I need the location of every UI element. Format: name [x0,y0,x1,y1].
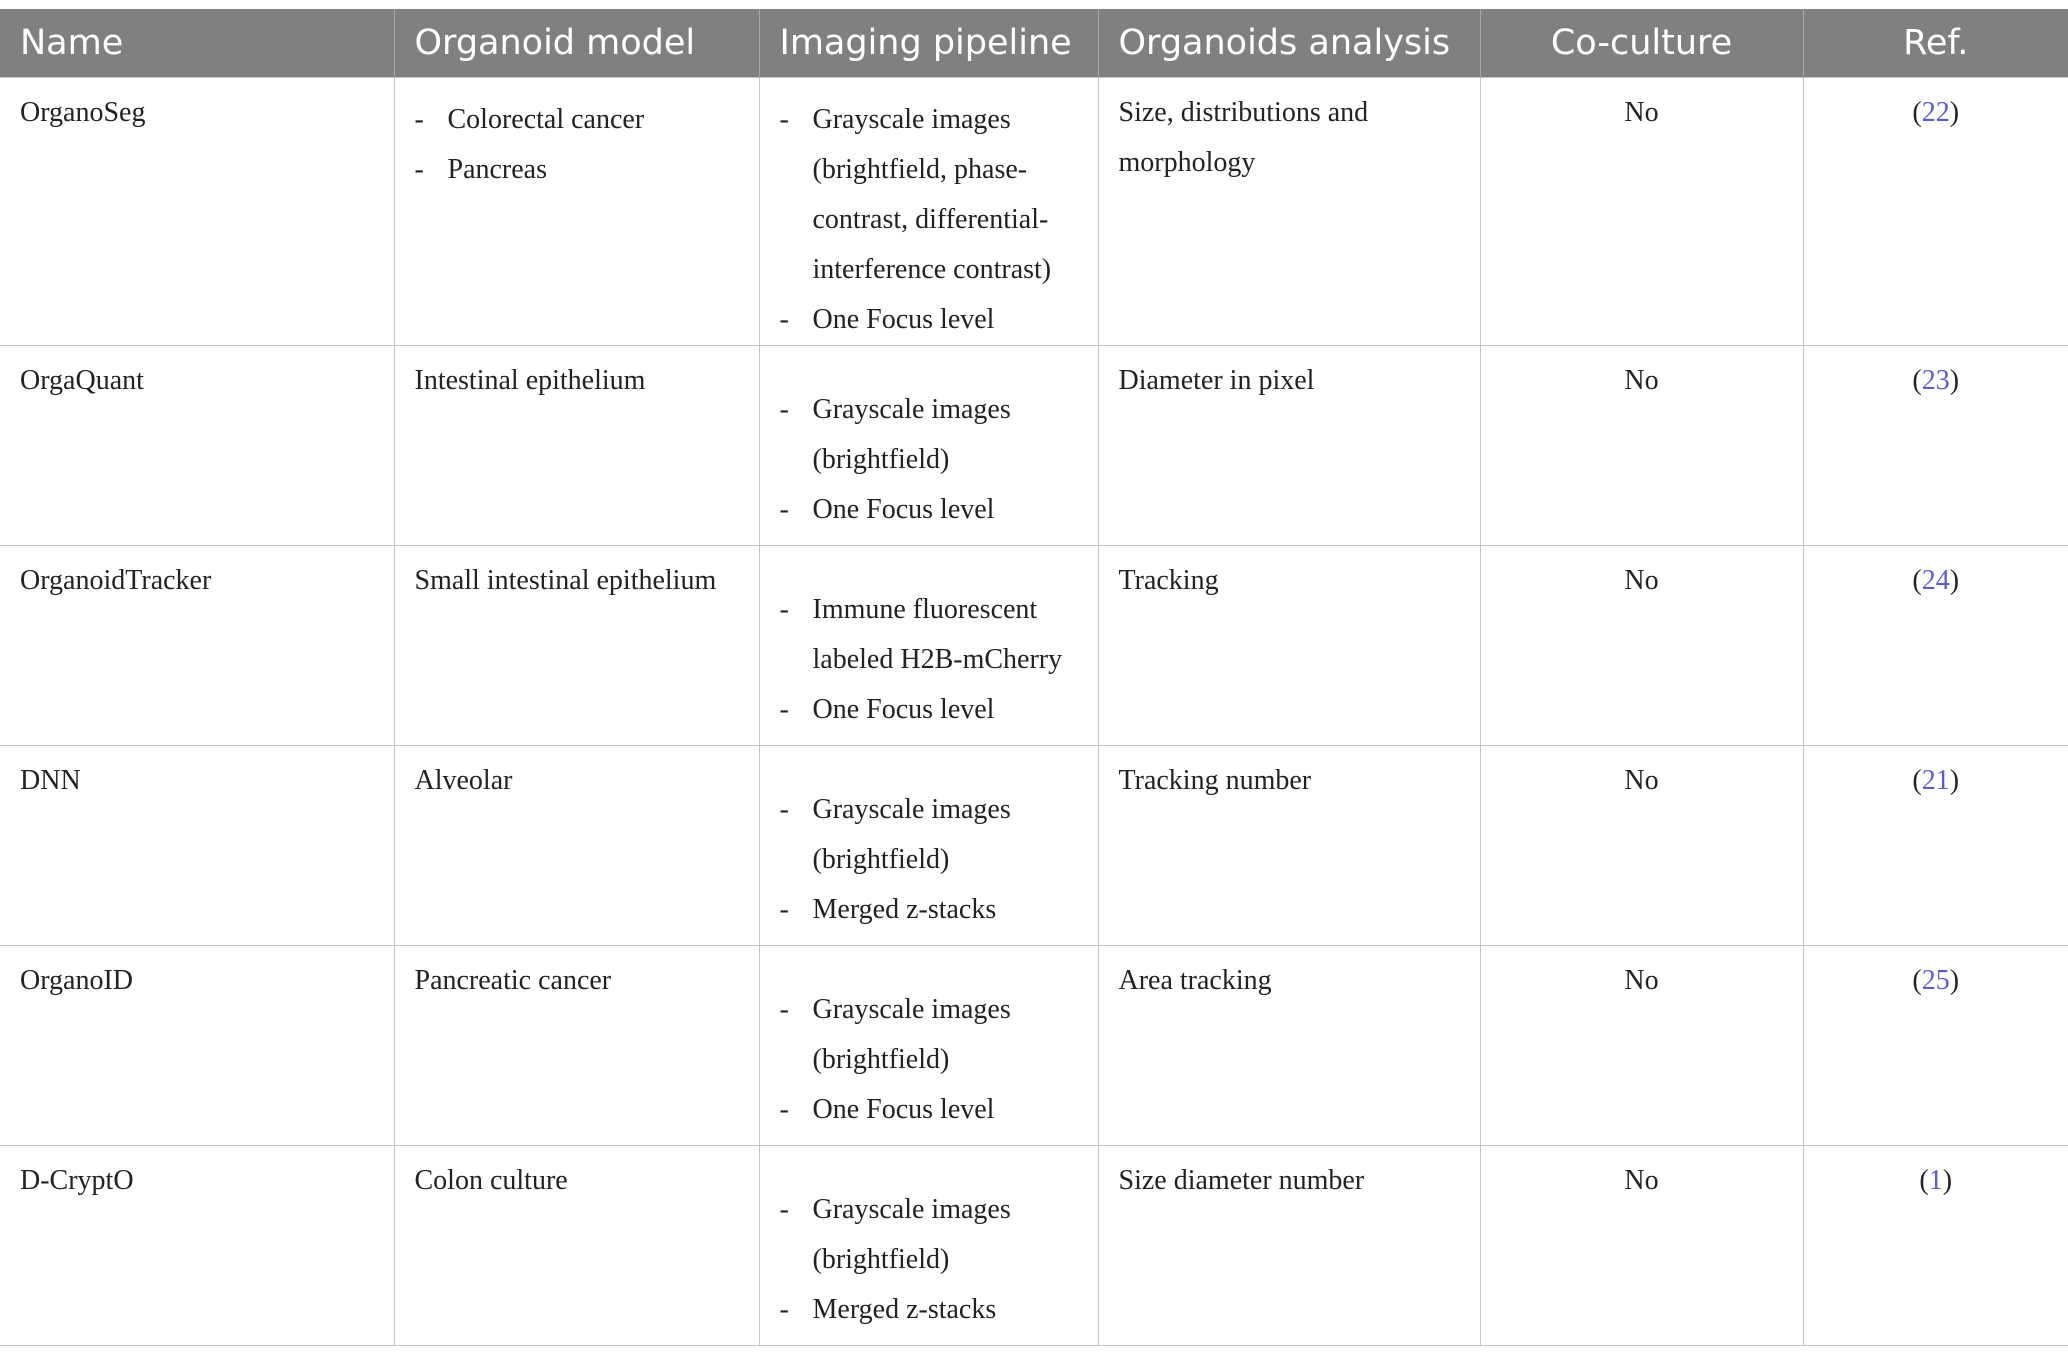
header-organoids-analysis: Organoids analysis [1098,9,1480,77]
cell-pipeline [759,1145,1098,1345]
cell-model: Pancreatic cancer [394,945,759,1145]
cell-name: OrganoID [0,945,394,1145]
cell-model: Intestinal epithelium [394,345,759,545]
ref-citation: (22) [1912,96,1960,128]
cell-co-culture: No [1480,345,1803,545]
cell-analysis: Tracking [1098,545,1480,745]
cell-name: OrgaQuant [0,345,394,545]
cell-co-culture: No [1480,1145,1803,1345]
cell-pipeline [759,945,1098,1145]
pipeline-item: - Grayscale images (brightfield) [780,985,1078,1085]
model-item: - Colorectal cancer [415,95,739,145]
ref-link[interactable]: 24 [1921,564,1950,596]
ref-link[interactable]: 1 [1928,1164,1943,1196]
cell-ref [1803,77,2068,345]
cell-pipeline [759,745,1098,945]
table-row [0,345,2068,545]
cell-name: OrganoSeg [0,77,394,345]
cell-ref [1803,745,2068,945]
organoid-tools-table [0,9,2068,1346]
cell-model: Small intestinal epithelium [394,545,759,745]
cell-name: OrganoidTracker [0,545,394,745]
cell-co-culture: No [1480,745,1803,945]
cell-analysis: Tracking number [1098,745,1480,945]
ref-citation: (24) [1912,564,1960,596]
pipeline-item: - Grayscale images (brightfield) [780,785,1078,885]
ref-citation: (21) [1912,764,1960,796]
pipeline-item: - Merged z-stacks [780,885,1078,935]
cell-analysis: Size diameter number [1098,1145,1480,1345]
model-list [415,95,739,195]
model-item: - Pancreas [415,145,739,195]
header-row [0,9,2068,77]
pipeline-item: - One Focus level [780,1085,1078,1135]
table-row [0,545,2068,745]
header-co-culture: Co-culture [1480,9,1803,77]
cell-ref [1803,345,2068,545]
cell-ref [1803,945,2068,1145]
cell-pipeline [759,345,1098,545]
ref-link[interactable]: 25 [1921,964,1950,996]
cell-analysis: Diameter in pixel [1098,345,1480,545]
header-name: Name [0,9,394,77]
cell-co-culture: No [1480,545,1803,745]
pipeline-item: - Grayscale images (brightfield, phase-contrast, differential-interference contrast) [780,95,1078,295]
header-organoid-model: Organoid model [394,9,759,77]
pipeline-item: - One Focus level [780,295,1078,345]
cell-model [394,77,759,345]
cell-co-culture: No [1480,945,1803,1145]
pipeline-list [780,385,1078,535]
cell-analysis: Area tracking [1098,945,1480,1145]
ref-link[interactable]: 23 [1921,364,1950,396]
cell-ref [1803,1145,2068,1345]
pipeline-list [780,585,1078,735]
pipeline-item: - Immune fluorescent labeled H2B-mCherry [780,585,1078,685]
ref-link[interactable]: 22 [1921,96,1950,128]
table-row [0,945,2068,1145]
cell-pipeline [759,545,1098,745]
table-row [0,77,2068,345]
cell-pipeline [759,77,1098,345]
cell-model: Alveolar [394,745,759,945]
pipeline-list [780,1185,1078,1335]
cell-co-culture: No [1480,77,1803,345]
ref-citation: (23) [1912,364,1960,396]
pipeline-list [780,95,1078,345]
table-header [0,9,2068,77]
cell-analysis: Size, distributions and morphology [1098,77,1480,345]
table-row [0,745,2068,945]
header-imaging-pipeline: Imaging pipeline [759,9,1098,77]
pipeline-item: - Grayscale images (brightfield) [780,385,1078,485]
cell-name: DNN [0,745,394,945]
pipeline-item: - One Focus level [780,485,1078,535]
cell-ref [1803,545,2068,745]
pipeline-item: - One Focus level [780,685,1078,735]
ref-citation: (1) [1919,1164,1953,1196]
pipeline-list [780,785,1078,935]
table-body [0,77,2068,1345]
cell-name: D-CryptO [0,1145,394,1345]
table-row [0,1145,2068,1345]
pipeline-item: - Merged z-stacks [780,1285,1078,1335]
header-ref: Ref. [1803,9,2068,77]
cell-model: Colon culture [394,1145,759,1345]
ref-citation: (25) [1912,964,1960,996]
pipeline-item: - Grayscale images (brightfield) [780,1185,1078,1285]
pipeline-list [780,985,1078,1135]
ref-link[interactable]: 21 [1921,764,1950,796]
